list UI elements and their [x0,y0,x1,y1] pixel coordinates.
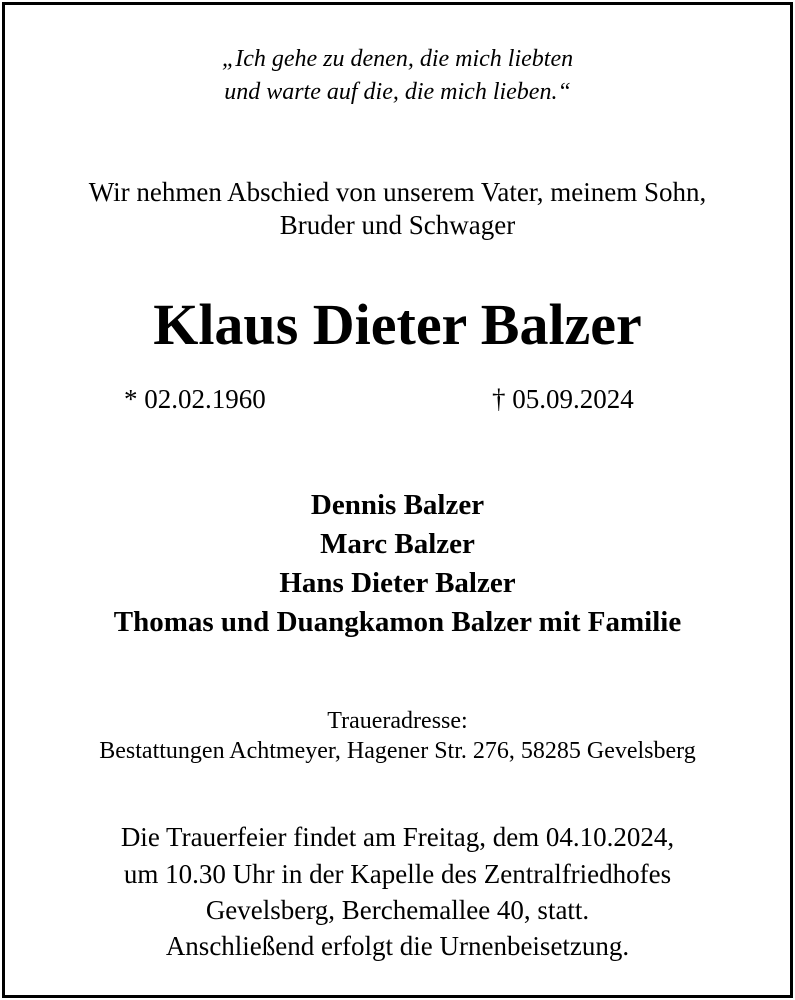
service-line-4: Anschließend erfolgt die Urnenbeisetzung. [165,931,630,961]
birth-date: * 02.02.1960 [124,384,266,414]
service-line-1: Die Trauerfeier findet am Freitag, dem 04.10.2024, [120,822,675,852]
deceased-name: Klaus Dieter Balzer [153,292,642,357]
intro-line-2: Bruder und Schwager [279,210,516,240]
service-line-2: um 10.30 Uhr in der Kapelle des Zentralfriedhofes [123,859,672,889]
intro-line-1: Wir nehmen Abschied von unserem Vater, meinem Sohn, [88,177,707,207]
mourner-name: Marc Balzer [320,528,475,560]
mourner-name: Hans Dieter Balzer [279,567,516,599]
service-line-3: Gevelsberg, Berchemallee 40, statt. [205,895,590,925]
mourner-name: Dennis Balzer [310,489,485,521]
mourner-name: Thomas und Duangkamon Balzer mit Familie [113,606,682,638]
address-label: Traueradresse: [327,708,468,734]
address-value: Bestattungen Achtmeyer, Hagener Str. 276, 58285 Gevelsberg [99,738,696,764]
death-date: † 05.09.2024 [492,384,634,414]
quote-line-1: „Ich gehe zu denen, die mich liebten [221,46,574,72]
quote-line-2: und warte auf die, die mich lieben.“ [224,79,571,105]
